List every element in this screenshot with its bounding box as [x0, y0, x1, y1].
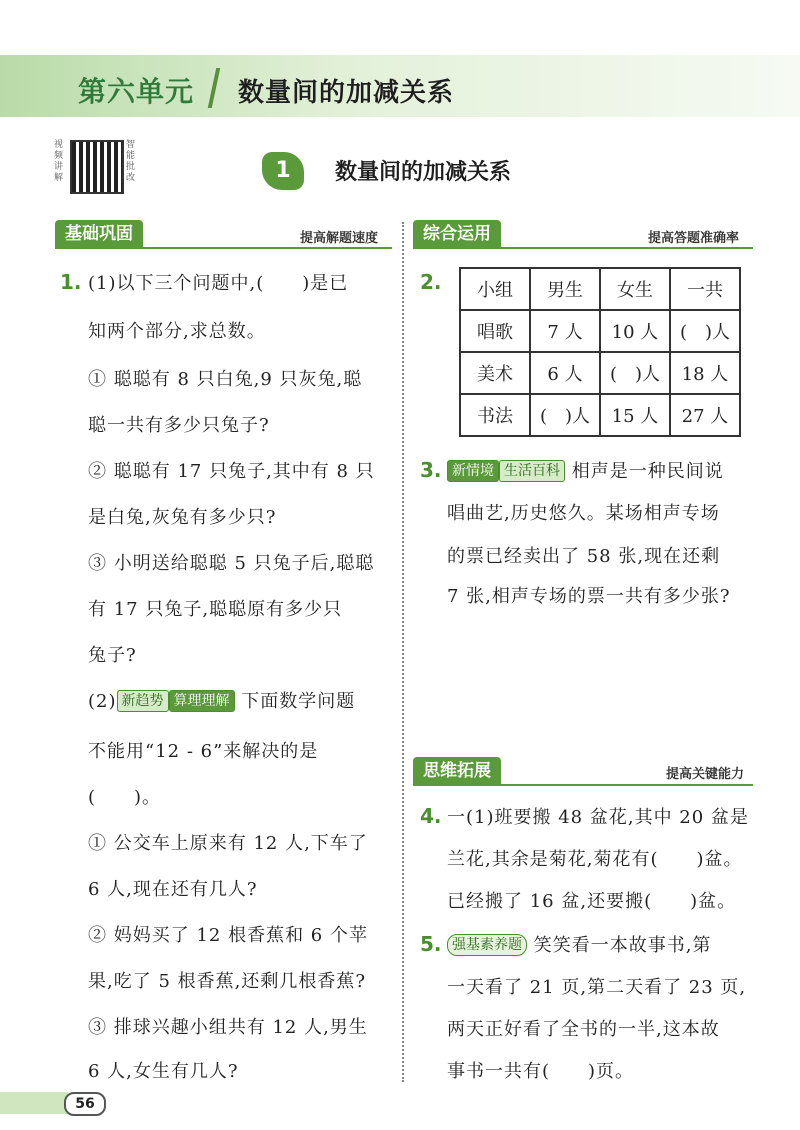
section-basic-underline: [55, 247, 392, 249]
q1-part2-line1: [88, 690, 355, 714]
q1-part2-prefix: (2): [88, 691, 117, 712]
q4-line3: 已经搬了 16 盆,还要搬( )盆。: [447, 891, 737, 912]
table-cell: 18 人: [670, 352, 740, 394]
q1-part2-line2: 不能用“12 - 6”来解决的是: [88, 741, 319, 762]
qr-code[interactable]: [70, 140, 124, 194]
q1-option2-line2: 是白兔,灰兔有多少只?: [88, 507, 277, 528]
table-header-cell: 女生: [600, 268, 670, 310]
q1-part2-line3: ( )。: [88, 787, 162, 808]
table-header-cell: 小组: [460, 268, 530, 310]
q3-line3: 的票已经卖出了 58 张,现在还剩: [447, 546, 721, 567]
tag-arithmetic-understanding: 算理理解: [169, 690, 235, 712]
page-number: 56: [64, 1092, 106, 1116]
q5-line4: 事书一共有( )页。: [447, 1061, 635, 1082]
question-1-number: 1.: [60, 270, 82, 294]
section-thinking-underline: [413, 784, 753, 786]
q5-line1-rest: 笑笑看一本故事书,第: [533, 935, 712, 956]
section-comprehensive-hint: 提高答题准确率: [648, 231, 740, 246]
tag-life-encyclopedia: 生活百科: [499, 460, 565, 482]
question-3-number: 3.: [420, 458, 442, 482]
q3-line4: 7 张,相声专场的票一共有多少张?: [447, 586, 731, 607]
section-thinking-label: 思维拓展: [413, 757, 501, 785]
table-cell: 7 人: [530, 310, 600, 352]
q1-option2-line1: ② 聪聪有 17 只兔子,其中有 8 只: [88, 461, 375, 482]
table-cell: 唱歌: [460, 310, 530, 352]
table-header-cell: 男生: [530, 268, 600, 310]
table-cell: 美术: [460, 352, 530, 394]
qr-left-caption: 视频讲解: [54, 140, 64, 183]
q1-option1-line1: ① 聪聪有 8 只白兔,9 只灰兔,聪: [88, 369, 363, 390]
q4-line2: 兰花,其余是菊花,菊花有( )盆。: [447, 849, 743, 870]
question-5-number: 5.: [420, 932, 442, 956]
table-cell-blank[interactable]: ( )人: [530, 394, 600, 436]
q5-line3: 两天正好看了全书的一半,这本故: [447, 1019, 720, 1040]
q5-line1: [447, 934, 711, 958]
q3-line1-rest: 相声是一种民间说: [571, 461, 724, 482]
unit-title: 数量间的加减关系: [238, 78, 455, 108]
section-basic-hint: 提高解题速度: [300, 231, 379, 246]
table-cell: 6 人: [530, 352, 600, 394]
column-divider: [402, 222, 404, 1082]
section-comprehensive-underline: [413, 247, 753, 249]
q1-b-option3-line2: 6 人,女生有几人?: [88, 1061, 239, 1082]
section-basic-label: 基础巩固: [55, 220, 143, 248]
q1-option1-line2: 聪一共有多少只兔子?: [88, 415, 270, 436]
table-cell: 书法: [460, 394, 530, 436]
q1-part2-line1-rest: 下面数学问题: [241, 691, 356, 712]
table-row: [460, 394, 740, 436]
table-row: [460, 352, 740, 394]
q1-part1-line2: 知两个部分,求总数。: [88, 321, 266, 342]
group-table: [459, 267, 741, 437]
q4-line1: 一(1)班要搬 48 盆花,其中 20 盆是: [447, 807, 749, 828]
q1-part1-line1: (1)以下三个问题中,( )是已: [88, 273, 349, 294]
table-cell-blank[interactable]: ( )人: [670, 310, 740, 352]
table-cell: 10 人: [600, 310, 670, 352]
tag-foundation-literacy: 强基素养题: [447, 934, 527, 956]
unit-label: 第六单元: [78, 75, 195, 108]
tag-new-trend: 新趋势: [117, 690, 169, 712]
q1-b-option1-line1: ① 公交车上原来有 12 人,下车了: [88, 833, 368, 854]
question-4-number: 4.: [420, 804, 442, 828]
lesson-title: 数量间的加减关系: [335, 160, 512, 185]
q5-line2: 一天看了 21 页,第二天看了 23 页,: [447, 977, 747, 998]
table-cell: 15 人: [600, 394, 670, 436]
q3-line2: 唱曲艺,历史悠久。某场相声专场: [447, 503, 720, 524]
tag-new-context: 新情境: [447, 460, 499, 482]
table-cell: 27 人: [670, 394, 740, 436]
table-row: [460, 310, 740, 352]
table-header-row: [460, 268, 740, 310]
q1-b-option2-line1: ② 妈妈买了 12 根香蕉和 6 个苹: [88, 925, 368, 946]
table-header-cell: 一共: [670, 268, 740, 310]
section-comprehensive-label: 综合运用: [413, 220, 501, 248]
q1-option3-line3: 兔子?: [88, 645, 137, 666]
q1-b-option3-line1: ③ 排球兴趣小组共有 12 人,男生: [88, 1017, 368, 1038]
footer-bar: [0, 1092, 68, 1114]
question-2-number: 2.: [420, 270, 442, 294]
lesson-number-badge: 1: [262, 152, 304, 190]
section-thinking-hint: 提高关键能力: [666, 767, 745, 782]
q1-b-option2-line2: 果,吃了 5 根香蕉,还剩几根香蕉?: [88, 971, 366, 992]
q1-option3-line2: 有 17 只兔子,聪聪原有多少只: [88, 599, 343, 620]
q1-b-option1-line2: 6 人,现在还有几人?: [88, 879, 258, 900]
q1-option3-line1: ③ 小明送给聪聪 5 只兔子后,聪聪: [88, 553, 375, 574]
q3-line1: [447, 460, 724, 484]
qr-right-caption: 智能批改: [126, 140, 136, 183]
table-cell-blank[interactable]: ( )人: [600, 352, 670, 394]
